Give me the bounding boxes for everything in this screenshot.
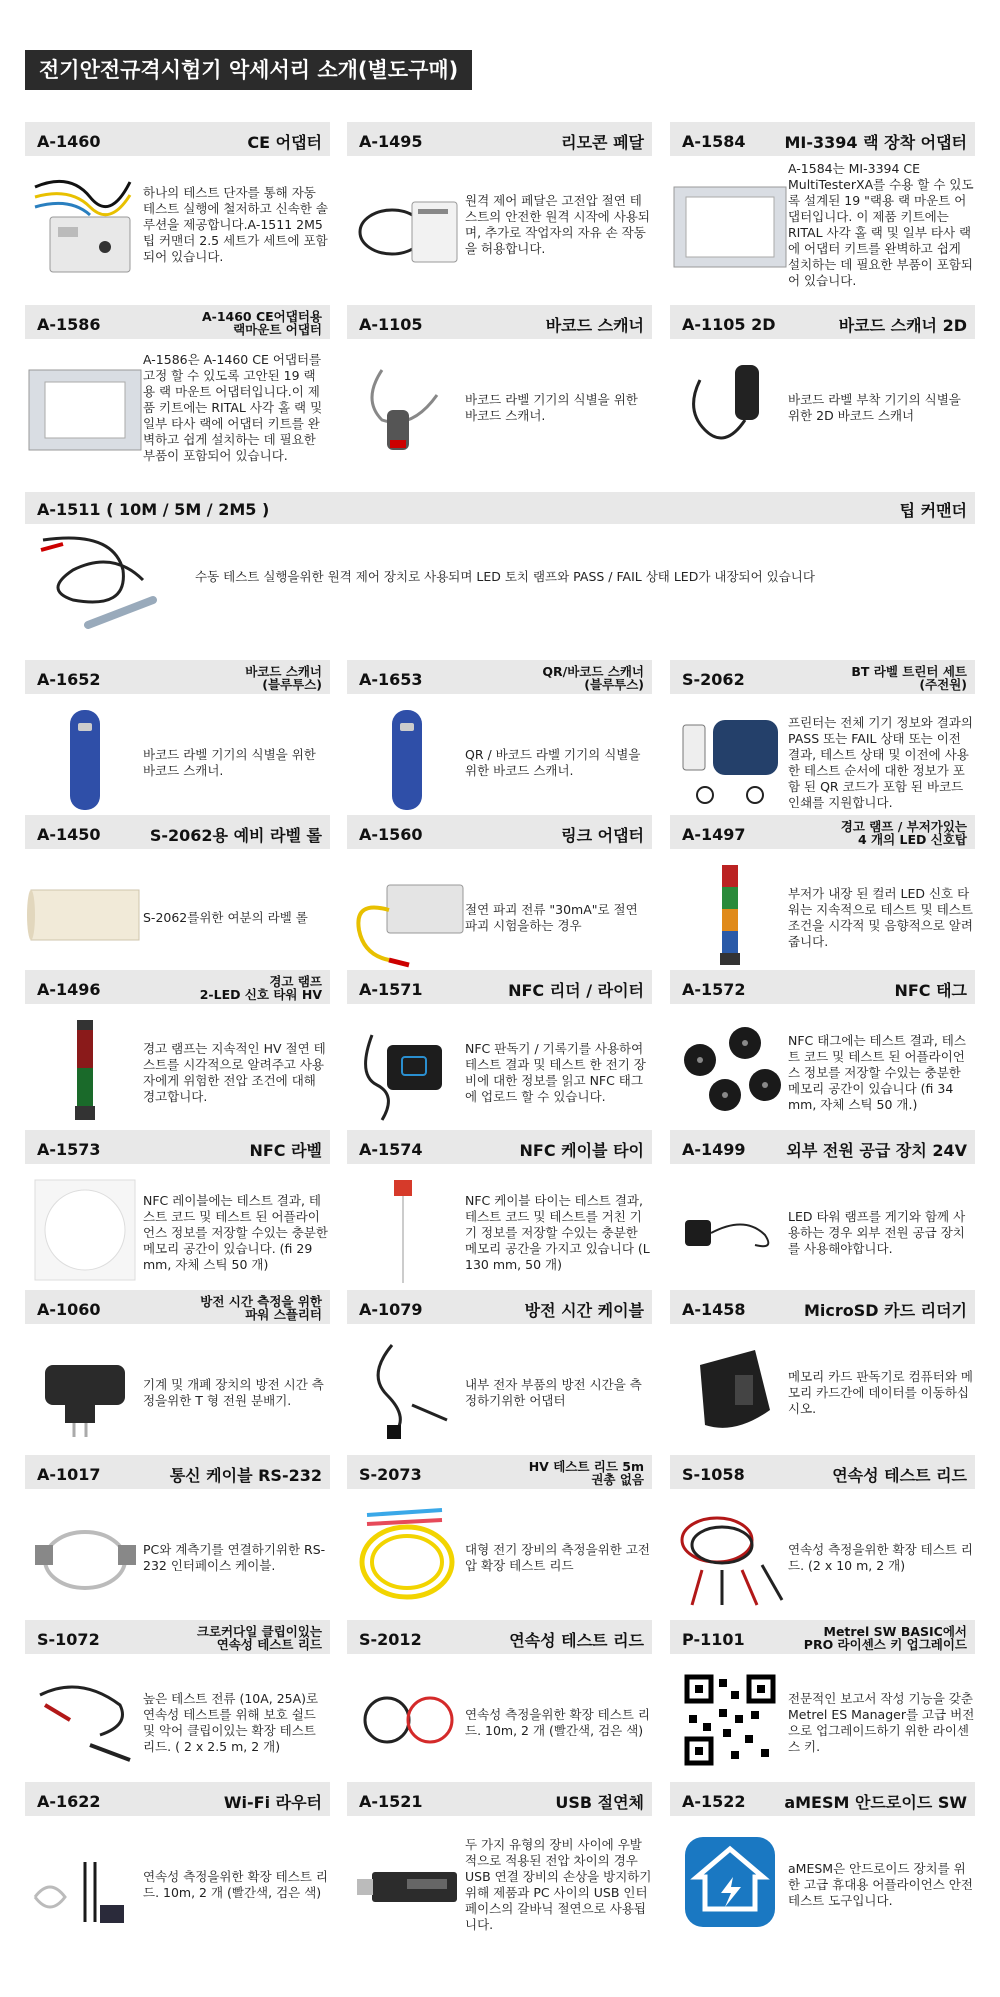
product-description: A-1584는 MI-3394 CE MultiTesterXA를 수용 할 수 있도록 설계된 19 "랙용 랙 마운트 어댑터입니다. 이 제품 키트에는 RITAL 사각 홀 랙 및 일부 타사 랙에 어댑터 키트를 완벽하고 쉽게 설치하는 데 필요한 부품이 포함되어 있습니다. <box>788 160 974 288</box>
product-description: S-2062를위한 여분의 라벨 롤 <box>143 909 308 925</box>
product-code: A-1652 <box>37 670 101 689</box>
product-code: P-1101 <box>682 1630 745 1649</box>
product-header <box>25 1290 330 1324</box>
qr-code-image <box>672 1660 788 1780</box>
power-splitter-image <box>27 1330 143 1450</box>
product-description: A-1586은 A-1460 CE 어댑터를 고정 할 수 있도록 고안된 19 랙 용 랙 마운트 어댑터입니다.이 제품 키트에는 RITAL 사각 홀 랙 및 일부 타사 랙에 어댑터 키트를 완벽하고 쉽게 설치하는 데 필요한 부품이 포함되어 있습니다. <box>143 351 323 463</box>
product-description: 연속성 측정을위한 확장 테스트 리드. 10m, 2 개 (빨간색, 검은 색) <box>465 1706 650 1738</box>
barcode-scanner-2d-image <box>672 345 788 465</box>
product-description: 수동 테스트 실행을위한 원격 제어 장치로 사용되며 LED 토치 램프와 PASS / FAIL 상태 LED가 내장되어 있습니다 <box>195 569 815 584</box>
product-header <box>25 1455 330 1489</box>
product-name: aMESM 안드로이드 SW <box>784 1793 967 1812</box>
product-code: A-1497 <box>682 825 746 844</box>
product-card-a1460 <box>25 122 330 264</box>
product-name: 방전 시간 케이블 <box>524 1301 644 1320</box>
product-name: USB 절연체 <box>555 1793 644 1812</box>
continuity-lead-image <box>672 1495 788 1615</box>
product-card-a1521 <box>347 1782 652 1932</box>
product-card-a1586 <box>25 305 330 463</box>
product-card-a1495 <box>347 122 652 256</box>
product-description: 기계 및 개폐 장치의 방전 시간 측정을위한 T 형 전원 분배기. <box>143 1376 324 1408</box>
product-header <box>347 1782 652 1816</box>
product-description: NFC 레이블에는 테스트 결과, 테스트 코드 및 테스트 된 어플라이언스 정보를 저장할 수있는 충분한 메모리 공간이 있습니다. (fi 29 mm, 자체 스틱 50 개) <box>143 1192 328 1272</box>
product-code: A-1521 <box>359 1792 423 1811</box>
product-code: A-1574 <box>359 1140 423 1159</box>
product-card-a1522 <box>670 1782 975 1908</box>
product-description: NFC 판독기 / 기록기를 사용하여 테스트 결과 및 테스트 한 전기 장비에 대한 정보를 읽고 NFC 태그에 업로드 할 수 있습니다. <box>465 1040 646 1104</box>
product-card-a1496 <box>25 970 330 1104</box>
product-code: A-1458 <box>682 1300 746 1319</box>
product-header <box>25 1782 330 1816</box>
product-header <box>347 1620 652 1654</box>
product-card-a1572 <box>670 970 975 1112</box>
wifi-router-image <box>27 1822 143 1942</box>
product-description: 하나의 테스트 단자를 통해 자동 테스트 실행에 철저하고 신속한 솔루션을 제공합니다.A-1511 2M5 팁 커맨더 2.5 세트가 세트에 포함되어 있습니다. <box>143 184 328 264</box>
product-name: BT 라벨 트린터 세트 (주전원) <box>851 664 967 692</box>
product-name: S-2062용 예비 라벨 롤 <box>149 826 322 845</box>
product-code: A-1495 <box>359 132 423 151</box>
product-name: Wi-Fi 라우터 <box>223 1793 322 1812</box>
qr-scanner-image <box>349 700 465 820</box>
product-description: 경고 램프는 지속적인 HV 절연 테스트를 시각적으로 알려주고 사용자에게 위험한 전압 조건에 대해 경고합니다. <box>143 1040 326 1104</box>
product-description: 절연 파괴 전류 "30mA"로 절연 파괴 시험을하는 경우 <box>465 901 638 933</box>
crocodile-clip-lead-image <box>27 1660 143 1780</box>
product-name: HV 테스트 리드 5m 권총 없음 <box>528 1459 644 1487</box>
product-card-a1584 <box>670 122 975 288</box>
product-header <box>25 1620 330 1654</box>
product-card-p1101 <box>670 1620 975 1754</box>
product-header <box>25 660 330 694</box>
product-header <box>670 305 975 339</box>
product-description: NFC 케이블 타이는 테스트 결과, 테스트 코드 및 테스트를 거친 기기 정보를 저장할 수있는 충분한 메모리 공간을 가지고 있습니다 (L 130 mm, 50 개) <box>465 1192 650 1272</box>
product-code: A-1017 <box>37 1465 101 1484</box>
product-header <box>347 970 652 1004</box>
product-card-a1060 <box>25 1290 330 1408</box>
discharge-cable-image <box>349 1330 465 1450</box>
product-code: A-1450 <box>37 825 101 844</box>
label-roll-image <box>27 855 143 975</box>
product-header <box>347 305 652 339</box>
product-card-a1511 <box>25 492 975 647</box>
product-code: A-1572 <box>682 980 746 999</box>
link-adapter-image <box>349 855 465 975</box>
product-code: A-1622 <box>37 1792 101 1811</box>
signal-tower-2led-image <box>27 1010 143 1130</box>
product-card-s2073 <box>347 1455 652 1573</box>
product-card-a1622 <box>25 1782 330 1900</box>
rack-adapter-image <box>672 162 788 282</box>
product-name: NFC 태그 <box>894 981 967 1000</box>
product-code: A-1584 <box>682 132 746 151</box>
product-name: QR/바코드 스캐너 (블루투스) <box>542 664 644 692</box>
bluetooth-scanner-image <box>27 700 143 820</box>
product-description: 높은 테스트 전류 (10A, 25A)로 연속성 테스트를 위해 보호 쉴드 및 악어 클립이있는 확장 테스트 리드. ( 2 x 2.5 m, 2 개) <box>143 1690 319 1754</box>
product-header <box>347 1455 652 1489</box>
product-card-a1653 <box>347 660 652 778</box>
product-header <box>670 1620 975 1654</box>
barcode-scanner-image <box>349 345 465 465</box>
product-header <box>347 1290 652 1324</box>
nfc-label-image <box>27 1170 143 1290</box>
product-header <box>25 492 975 524</box>
product-header <box>25 1130 330 1164</box>
usb-isolator-image <box>349 1822 465 1942</box>
microsd-reader-image <box>672 1330 788 1450</box>
product-name: NFC 케이블 타이 <box>519 1141 644 1160</box>
product-description: 바코드 라벨 기기의 식별을 위한 바코드 스캐너. <box>143 746 316 778</box>
rack-mount-adapter-image <box>27 345 143 465</box>
nfc-cable-tie-image <box>349 1170 465 1290</box>
product-card-a1458 <box>670 1290 975 1416</box>
product-description: QR / 바코드 라벨 기기의 식별을 위한 바코드 스캐너. <box>465 746 641 778</box>
nfc-tags-image <box>672 1010 788 1130</box>
product-code: S-2062 <box>682 670 745 689</box>
signal-tower-4led-image <box>672 855 788 975</box>
product-name: A-1460 CE어댑터용 랙마운트 어댑터 <box>201 309 322 337</box>
product-card-s2012 <box>347 1620 652 1738</box>
product-name: 외부 전원 공급 장치 24V <box>786 1141 967 1160</box>
product-header <box>670 660 975 694</box>
product-card-a1105 <box>347 305 652 423</box>
product-card-s1072 <box>25 1620 330 1754</box>
product-card-a1017 <box>25 1455 330 1573</box>
product-description: 프린터는 전체 기기 정보와 결과의 PASS 또는 FAIL 상태 또는 이전 결과, 테스트 상태 및 이전에 사용한 테스트 순서에 대한 정보가 포함 된 QR 코드가 포함 된 바코드 인쇄를 지원합니다. <box>788 714 973 810</box>
product-code: A-1499 <box>682 1140 746 1159</box>
product-card-a1105-2d <box>670 305 975 423</box>
product-name: 바코드 스캐너 <box>545 316 644 335</box>
product-name: 연속성 테스트 리드 <box>832 1466 967 1485</box>
product-card-a1499 <box>670 1130 975 1256</box>
product-name: 바코드 스캐너 2D <box>838 316 967 335</box>
page-title: 전기안전규격시험기 악세서리 소개(별도구매) <box>25 50 472 90</box>
amesm-app-icon <box>672 1822 788 1942</box>
product-description: PC와 계측기를 연결하기위한 RS-232 인터페이스 케이블. <box>143 1541 326 1573</box>
product-code: A-1496 <box>37 980 101 999</box>
product-code: A-1460 <box>37 132 101 151</box>
product-name: 연속성 테스트 리드 <box>509 1631 644 1650</box>
product-name: 방전 시간 측정을 위한 파워 스플리터 <box>200 1294 322 1322</box>
product-header <box>670 970 975 1004</box>
product-header <box>25 815 330 849</box>
hv-test-lead-image <box>349 1495 465 1615</box>
product-description: 연속성 측정을위한 확장 테스트 리드. 10m, 2 개 (빨간색, 검은 색) <box>143 1868 328 1900</box>
product-name: 경고 램프 / 부저가있는 4 개의 LED 신호탑 <box>840 819 967 847</box>
product-card-a1079 <box>347 1290 652 1408</box>
product-description: 바코드 라벨 부착 기기의 식별을 위한 2D 바코드 스캐너 <box>788 391 961 423</box>
product-header <box>670 815 975 849</box>
product-code: A-1571 <box>359 980 423 999</box>
product-code: A-1105 <box>359 315 423 334</box>
product-header <box>347 660 652 694</box>
ce-adapter-image <box>27 162 143 282</box>
product-code: S-1058 <box>682 1465 745 1484</box>
product-name: 크로커다일 클립이있는 연속성 테스트 리드 <box>196 1624 322 1652</box>
continuity-lead-pair-image <box>349 1660 465 1780</box>
product-name: Metrel SW BASIC에서 PRO 라이센스 키 업그레이드 <box>803 1624 967 1652</box>
product-header <box>670 1290 975 1324</box>
product-name: CE 어댑터 <box>247 133 322 152</box>
product-header <box>347 1130 652 1164</box>
product-name: 리모콘 페달 <box>561 133 644 152</box>
product-header <box>670 122 975 156</box>
product-card-a1560 <box>347 815 652 933</box>
product-description: NFC 태그에는 테스트 결과, 테스트 코드 및 테스트 된 어플라이언스 정보를 저장할 수있는 충분한 메모리 공간이 있습니다 (fi 34 mm, 자체 스틱 50 개.) <box>788 1032 966 1112</box>
product-code: A-1653 <box>359 670 423 689</box>
product-header <box>347 122 652 156</box>
product-description: 내부 전자 부품의 방전 시간을 측정하기위한 어댑터 <box>465 1376 642 1408</box>
tip-commander-image <box>33 530 183 642</box>
product-card-a1497 <box>670 815 975 949</box>
product-description: 원격 제어 페달은 고전압 절연 테스트의 안전한 원격 시작에 사용되며, 추가로 작업자의 자유 손 작동을 허용합니다. <box>465 192 650 256</box>
product-name: 바코드 스캐너 (블루투스) <box>245 664 322 692</box>
product-header <box>25 305 330 339</box>
product-name: NFC 리더 / 라이터 <box>508 981 644 1000</box>
product-name: MI-3394 랙 장착 어댑터 <box>784 133 967 152</box>
product-card-s1058 <box>670 1455 975 1573</box>
remote-pedal-image <box>349 162 465 282</box>
product-header <box>670 1782 975 1816</box>
product-code: A-1586 <box>37 315 101 334</box>
product-name: 경고 램프 2-LED 신호 타워 HV <box>199 974 322 1002</box>
product-code: A-1522 <box>682 1792 746 1811</box>
product-name: MicroSD 카드 리더기 <box>804 1301 967 1320</box>
product-description: 연속성 측정을위한 확장 테스트 리드. (2 x 10 m, 2 개) <box>788 1541 973 1573</box>
product-description: aMESM은 안드로이드 장치를 위한 고급 휴대용 어플라이언스 안전 테스트 도구입니다. <box>788 1860 973 1908</box>
product-code: A-1060 <box>37 1300 101 1319</box>
product-code: A-1560 <box>359 825 423 844</box>
product-code: S-2073 <box>359 1465 422 1484</box>
product-code: A-1511 ( 10M / 5M / 2M5 ) <box>37 500 270 519</box>
product-description: 전문적인 보고서 작성 기능을 갖춘 Metrel ES Manager를 고급 버전으로 업그레이드하기 위한 라이센스 키. <box>788 1690 975 1754</box>
product-code: A-1079 <box>359 1300 423 1319</box>
product-header <box>670 1455 975 1489</box>
product-code: A-1573 <box>37 1140 101 1159</box>
label-printer-set-image <box>672 700 788 820</box>
product-name: 링크 어댑터 <box>561 826 644 845</box>
product-code: S-2012 <box>359 1630 422 1649</box>
product-card-s2062 <box>670 660 975 810</box>
product-name: NFC 라벨 <box>249 1141 322 1160</box>
product-description: LED 타워 램프를 게기와 함께 사용하는 경우 외부 전원 공급 장치를 사용해야합니다. <box>788 1208 966 1256</box>
product-description: 대형 전기 장비의 측정을위한 고전압 확장 테스트 리드 <box>465 1541 650 1573</box>
product-header <box>25 970 330 1004</box>
product-name: 팁 커맨더 <box>899 501 967 520</box>
power-supply-image <box>672 1170 788 1290</box>
product-card-a1652 <box>25 660 330 778</box>
product-card-a1571 <box>347 970 652 1104</box>
product-header <box>347 815 652 849</box>
product-description: 바코드 라벨 기기의 식별을 위한 바코드 스캐너. <box>465 391 638 423</box>
rs232-cable-image <box>27 1495 143 1615</box>
product-code: A-1105 2D <box>682 315 776 334</box>
product-card-a1574 <box>347 1130 652 1272</box>
product-card-a1450 <box>25 815 330 925</box>
product-card-a1573 <box>25 1130 330 1272</box>
product-description: 메모리 카드 판독기로 컴퓨터와 메모리 카드간에 데이터를 이동하십시오. <box>788 1368 973 1416</box>
product-code: S-1072 <box>37 1630 100 1649</box>
product-description: 두 가지 유형의 장비 사이에 우발적으로 적용된 전압 차이의 경우 USB 연결 장비의 손상을 방지하기 위해 제품과 PC 사이의 USB 인터페이스의 갈바닉 절연으로 사용됩니다. <box>465 1836 652 1932</box>
product-name: 통신 케이블 RS-232 <box>169 1466 322 1485</box>
product-header <box>25 122 330 156</box>
product-description: 부저가 내장 된 컬러 LED 신호 타워는 지속적으로 테스트 및 테스트 조건을 시각적 및 음향적으로 알려줍니다. <box>788 885 973 949</box>
nfc-reader-image <box>349 1010 465 1130</box>
product-header <box>670 1130 975 1164</box>
